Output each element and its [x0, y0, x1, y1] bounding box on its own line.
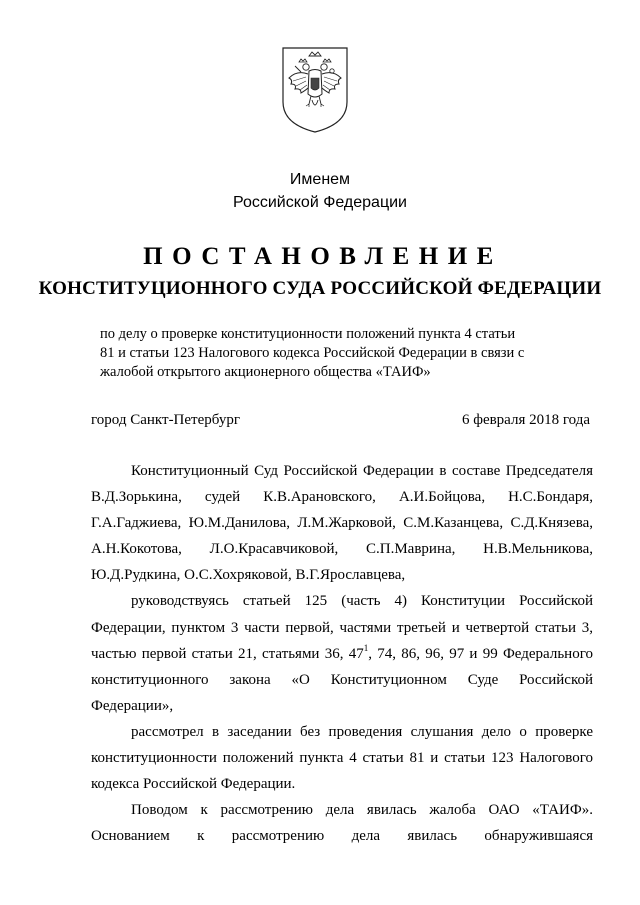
text-line: Федерации», — [91, 697, 174, 714]
text-line: конституционности положений пункта 4 статьи 81 и статьи 123 Налогового — [91, 750, 593, 767]
text-segment: частью первой статьи 21, статьями 36, 47 — [91, 645, 364, 662]
text-line: Ю.Д.Рудкина, О.С.Хохряковой, В.Г.Ярославцева, — [91, 567, 406, 584]
document-body — [91, 458, 593, 849]
document-title: ПОСТАНОВЛЕНИЕ — [143, 243, 503, 270]
paragraph-considered — [91, 719, 593, 797]
text-line: рассмотрел в заседании без проведения слушания дело о проверке — [131, 723, 593, 740]
text-segment: , 74, 86, 96, 97 и 99 Федерального — [368, 645, 593, 662]
paragraph-composition — [91, 458, 593, 588]
text-line-with-superscript — [91, 641, 593, 667]
case-subject-line: 81 и статьи 123 Налогового кодекса Российской Федерации в связи с — [100, 345, 525, 361]
in-name-line-2: Российской Федерации — [233, 194, 407, 211]
case-subject — [100, 325, 560, 382]
superscript-index: 1 — [363, 642, 369, 653]
paragraph-guided-by — [91, 588, 593, 718]
text-line: А.Н.Кокотова, Л.О.Красавчиковой, С.П.Маврина, Н.В.Мельникова, — [91, 541, 593, 558]
date: 6 февраля 2018 года — [461, 412, 590, 428]
text-line: конституционного закона «О Конституционном Суде Российской — [91, 671, 593, 688]
case-subject-line: жалобой открытого акционерного общества «ТАИФ» — [100, 364, 431, 380]
text-line: Конституционный Суд Российской Федерации в составе Председателя — [131, 463, 593, 479]
in-name-line-1: Именем — [289, 171, 351, 188]
coat-of-arms-emblem — [279, 44, 351, 134]
text-line: В.Д.Зорькина, судей К.В.Арановского, А.И.Бойцова, Н.С.Бондаря, — [91, 489, 593, 506]
court-name: КОНСТИТУЦИОННОГО СУДА РОССИЙСКОЙ ФЕДЕРАЦИИ — [38, 278, 602, 299]
place: город Санкт-Петербург — [91, 412, 240, 428]
text-line: Основанием к рассмотрению дела явилась обнаружившаяся — [91, 828, 593, 845]
text-line: Поводом к рассмотрению дела явилась жалоба ОАО «ТАИФ». — [131, 802, 593, 819]
paragraph-grounds — [91, 797, 593, 849]
case-subject-line: по делу о проверке конституционности положений пункта 4 статьи — [100, 326, 516, 342]
text-line: Г.А.Гаджиева, Ю.М.Данилова, Л.М.Жарковой, С.М.Казанцева, С.Д.Князева, — [91, 515, 593, 532]
text-line: руководствуясь статьей 125 (часть 4) Конституции Российской — [131, 593, 593, 610]
text-line: кодекса Российской Федерации. — [91, 776, 296, 793]
text-line: Федерации, пунктом 3 части первой, частями третьей и четвертой статьи 3, — [91, 619, 593, 636]
